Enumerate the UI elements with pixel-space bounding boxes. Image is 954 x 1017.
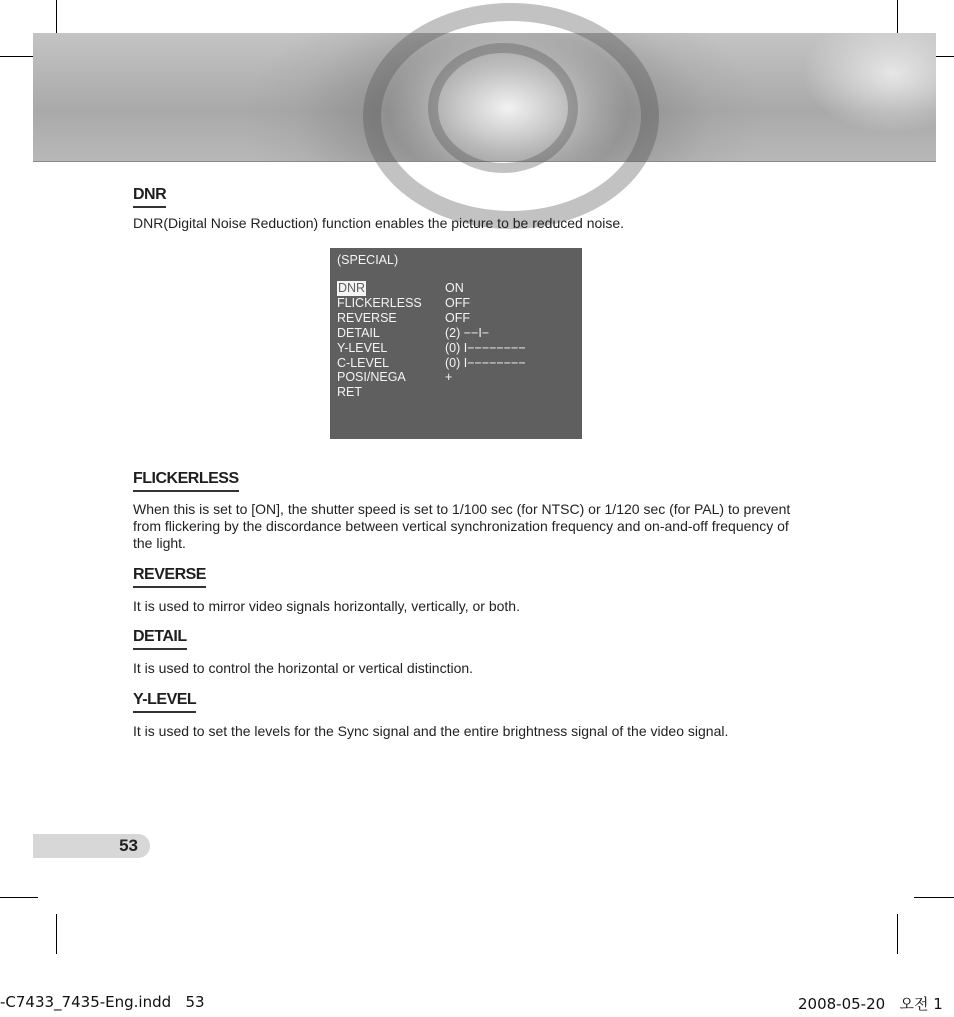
osd-label: POSI/NEGA xyxy=(337,370,406,384)
text-dnr: DNR(Digital Noise Reduction) function enables the picture to be reduced noise. xyxy=(133,215,625,231)
crop-mark xyxy=(897,914,898,954)
crop-mark xyxy=(56,914,57,954)
heading-reverse: REVERSE xyxy=(133,566,206,588)
print-file-slug: -C7433_7435-Eng.indd 53 xyxy=(0,993,205,1011)
osd-value: OFF xyxy=(445,311,470,325)
osd-label: C-LEVEL xyxy=(337,356,390,370)
print-date-slug: 2008-05-20 오전 1 xyxy=(798,995,943,1013)
text-reverse: It is used to mirror video signals horizontally, vertically, or both. xyxy=(133,598,520,614)
heading-ylevel: Y-LEVEL xyxy=(133,691,196,713)
osd-label: DETAIL xyxy=(337,326,380,340)
osd-label: Y-LEVEL xyxy=(337,341,388,355)
osd-value: ON xyxy=(445,281,464,295)
osd-value: OFF xyxy=(445,296,470,310)
osd-label: FLICKERLESS xyxy=(337,296,422,310)
section-flickerless xyxy=(133,470,793,552)
crop-mark xyxy=(0,897,38,898)
page-number-tab xyxy=(33,834,150,858)
lens-ring xyxy=(428,43,578,173)
osd-label: RET xyxy=(337,385,362,399)
section-dnr xyxy=(133,186,793,232)
crop-mark xyxy=(914,897,954,898)
osd-value: (0) I−−−−−−−− xyxy=(445,356,526,370)
osd-label-selected: DNR xyxy=(338,281,366,295)
page-number: 53 xyxy=(119,836,138,855)
section-reverse xyxy=(133,566,793,615)
osd-value: + xyxy=(445,370,453,384)
text-detail: It is used to control the horizontal or vertical distinction. xyxy=(133,660,474,676)
text-flickerless: When this is set to [ON], the shutter speed is set to 1/100 sec (for NTSC) or 1/120 sec (for PAL) to prevent from flickering by the discordance between vertical synchronization frequency and on-and-off frequency of the light. xyxy=(133,501,791,551)
osd-value: (2) −−I− xyxy=(445,326,490,340)
heading-flickerless: FLICKERLESS xyxy=(133,470,239,492)
section-detail xyxy=(133,628,793,677)
osd-special-menu xyxy=(330,248,582,439)
osd-label: REVERSE xyxy=(337,311,397,325)
osd-value: (0) I−−−−−−−− xyxy=(445,341,526,355)
header-banner-image xyxy=(33,33,936,162)
heading-dnr: DNR xyxy=(133,186,166,208)
section-ylevel xyxy=(133,691,793,740)
text-ylevel: It is used to set the levels for the Sync signal and the entire brightness signal of the video signal. xyxy=(133,723,729,739)
osd-title: (SPECIAL) xyxy=(337,253,399,267)
heading-detail: DETAIL xyxy=(133,628,187,650)
